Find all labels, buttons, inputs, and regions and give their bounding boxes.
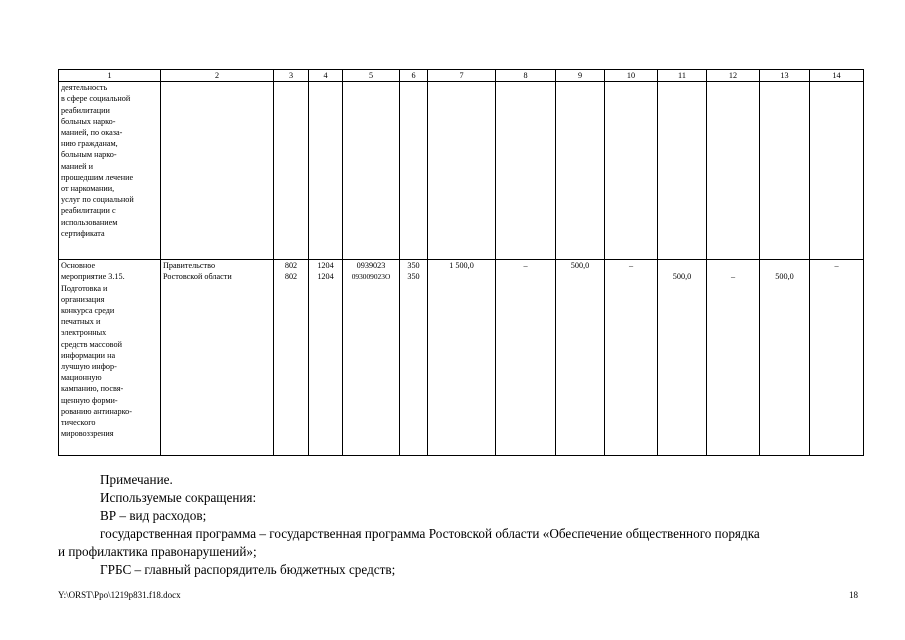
header-cell: 13 (760, 70, 810, 82)
empty-cell (274, 82, 309, 260)
header-cell: 9 (556, 70, 605, 82)
header-cell: 11 (658, 70, 707, 82)
rzpr-cell (309, 260, 343, 456)
year-cell: – (810, 260, 864, 456)
rzpr-code: 1204 (317, 261, 334, 271)
year-value: 500,0 (775, 272, 794, 282)
header-cell: 14 (810, 70, 864, 82)
activity-description: деятельность в сфере социальной реабилитации больных нарко- манией, по оказа- нию гражданам, больным нарко- манией и прошедшим лечение от наркомании, услуг по социальной реабилитации с использованием сертификата (59, 82, 161, 260)
total-cell: 1 500,0 (428, 260, 496, 456)
empty-cell (658, 82, 707, 260)
year-cell (707, 260, 760, 456)
empty-cell (309, 82, 343, 260)
table-header-row (59, 70, 864, 82)
vr-cell (400, 260, 428, 456)
empty-cell (343, 82, 400, 260)
grbs-code: 802 (284, 272, 298, 282)
empty-cell (810, 82, 864, 260)
empty-cell (161, 82, 274, 260)
table-row (59, 82, 864, 260)
abbreviation-vr: ВР – вид расходов; (100, 508, 207, 523)
empty-cell (707, 82, 760, 260)
header-cell: 1 (59, 70, 161, 82)
rzpr-code: 1204 (317, 272, 334, 282)
year-value: 500,0 (672, 272, 692, 282)
activity-description: Основное мероприятие 3.15. Подготовка и организация конкурса среди печатных и электронных средств массовой информации на лучшую инфор- мационную кампанию, посвя- щенную форми- рованию антинарко- тического мировоззрения (59, 260, 161, 456)
header-cell: 12 (707, 70, 760, 82)
year-cell (760, 260, 810, 456)
budget-table (58, 69, 864, 456)
abbreviations-intro: Используемые сокращения: (100, 490, 257, 505)
header-cell: 6 (400, 70, 428, 82)
year-value: – (730, 272, 736, 282)
header-cell: 2 (161, 70, 274, 82)
abbreviation-program (58, 525, 863, 543)
executor-cell: Правительство Ростовской области (161, 260, 274, 456)
header-cell: 5 (343, 70, 400, 82)
empty-cell (428, 82, 496, 260)
empty-cell (556, 82, 605, 260)
csr-code: 0939023 (356, 261, 386, 271)
note-title: Примечание. (100, 472, 173, 487)
year-cell: – (605, 260, 658, 456)
csr-cell (343, 260, 400, 456)
empty-cell (605, 82, 658, 260)
year-cell: 500,0 (556, 260, 605, 456)
vr-code: 350 (407, 272, 420, 282)
file-path: Y:\ORST\Ppo\1219p831.f18.docx (58, 590, 181, 600)
notes-section (58, 471, 863, 579)
abbreviation-program-cont: и профилактика правонарушений»; (58, 544, 257, 559)
header-cell: 10 (605, 70, 658, 82)
year-cell: – (496, 260, 556, 456)
grbs-code: 802 (284, 261, 298, 271)
csr-code: 093009023О (351, 272, 391, 282)
year-cell (658, 260, 707, 456)
table-row (59, 260, 864, 456)
abbreviation-grbs: ГРБС – главный распорядитель бюджетных средств; (100, 562, 396, 577)
header-cell: 4 (309, 70, 343, 82)
header-cell: 3 (274, 70, 309, 82)
abbreviation-program-line1: государственная программа – государственная программа Ростовской области «Обеспечение общественного порядка (100, 526, 760, 541)
page-number: 18 (849, 590, 858, 600)
empty-cell (400, 82, 428, 260)
grbs-cell (274, 260, 309, 456)
empty-cell (496, 82, 556, 260)
header-cell: 8 (496, 70, 556, 82)
vr-code: 350 (407, 261, 420, 271)
header-cell: 7 (428, 70, 496, 82)
empty-cell (760, 82, 810, 260)
